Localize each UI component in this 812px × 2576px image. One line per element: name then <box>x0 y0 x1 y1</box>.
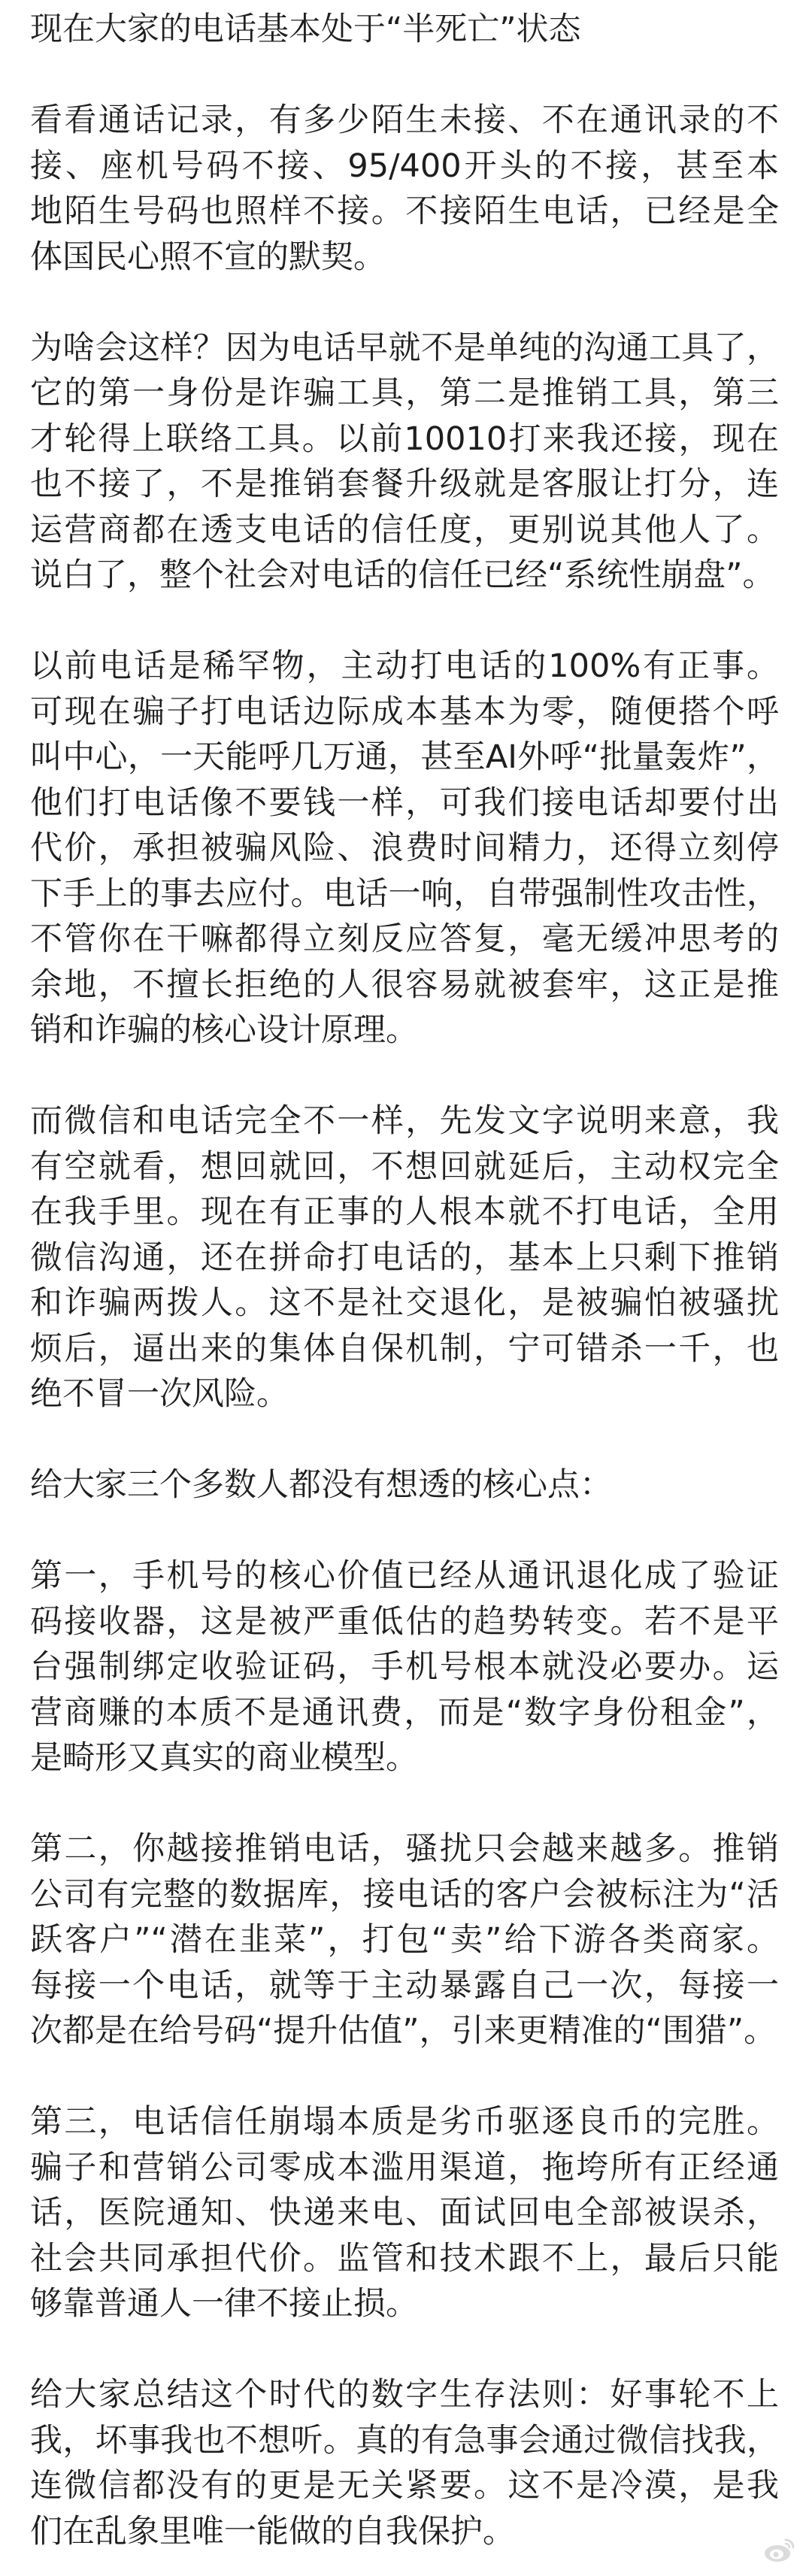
text-line: 看看通话记录，有多少陌生未接、不在通讯录的不 <box>30 102 779 139</box>
text-line: 营商赚的本质不是通讯费，而是“数字身份租金”， <box>30 1693 779 1732</box>
text-line: 给大家总结这个时代的数字生存法则：好事轮不上 <box>30 2376 779 2414</box>
text-line: 和诈骗两拨人。这不是社交退化，是被骗怕被骚扰 <box>30 1284 779 1322</box>
paragraph <box>30 2099 779 2327</box>
paragraph <box>30 1462 779 1508</box>
text-line: 码接收器，这是被严重低估的趋势转变。若不是平 <box>30 1602 779 1641</box>
paragraph <box>30 2372 779 2554</box>
weibo-watermark <box>762 2537 795 2564</box>
text-line: 够靠普通人一律不接止损。 <box>30 2285 418 2323</box>
text-line: 第二，你越接推销电话，骚扰只会越来越多。推销 <box>30 1830 779 1868</box>
paragraph <box>30 1826 779 2054</box>
text-line: 为啥会这样？因为电话早就不是单纯的沟通工具了， <box>30 329 779 367</box>
text-line: 才轮得上联络工具。以前10010打来我还接，现在 <box>30 420 779 458</box>
text-line: 地陌生号码也照样不接。不接陌生电话，已经是全 <box>30 192 779 230</box>
text-line: 而微信和电话完全不一样，先发文字说明来意，我 <box>30 1102 779 1140</box>
text-line: 绝不冒一次风险。 <box>30 1375 289 1413</box>
text-line: 骗子和营销公司零成本滥用渠道，拖垮所有正经通 <box>30 2148 779 2187</box>
article-body <box>30 98 779 2554</box>
text-line: 们在乱象里唯一能做的自我保护。 <box>30 2512 515 2550</box>
text-line: 在我手里。现在有正事的人根本就不打电话，全用 <box>30 1193 779 1231</box>
text-line: 微信沟通，还在拼命打电话的，基本上只剩下推销 <box>30 1238 779 1277</box>
text-line: 是畸形又真实的商业模型。 <box>30 1739 418 1777</box>
text-line: 下手上的事去应付。电话一响，自带强制性攻击性， <box>30 874 779 913</box>
text-line: 每接一个电话，就等于主动暴露自己一次，每接一 <box>30 1966 779 2005</box>
article-title: 现在大家的电话基本处于“半死亡”状态 <box>30 11 581 48</box>
text-line: 公司有完整的数据库，接电话的客户会被标注为“活 <box>30 1875 779 1914</box>
text-line: 说白了，整个社会对电话的信任已经“系统性崩盘”。 <box>30 556 775 594</box>
text-line: 以前电话是稀罕物，主动打电话的100%有正事。 <box>30 647 779 685</box>
text-line: 次都是在给号码“提升估值”，引来更精准的“围猎”。 <box>30 2012 777 2050</box>
text-line: 有空就看，想回就回，不想回就延后，主动权完全 <box>30 1147 779 1186</box>
text-line: 可现在骗子打电话边际成本基本为零，随便搭个呼 <box>30 692 779 731</box>
text-line: 第一，手机号的核心价值已经从通讯退化成了验证 <box>30 1557 779 1595</box>
text-line: 接、座机号码不接、95/400开头的不接，甚至本 <box>30 147 779 185</box>
text-line: 也不接了，不是推销套餐升级就是客服让打分，连 <box>30 465 779 503</box>
text-line: 烦后，逼出来的集体自保机制，宁可错杀一千，也 <box>30 1329 779 1368</box>
paragraph <box>30 326 779 599</box>
paragraph <box>30 644 779 1053</box>
text-line: 销和诈骗的核心设计原理。 <box>30 1011 418 1049</box>
text-line: 不管你在干嘛都得立刻反应答复，毫无缓冲思考的 <box>30 920 779 958</box>
text-line: 跃客户”“潜在韭菜”，打包“卖”给下游各类商家。 <box>30 1921 779 1959</box>
text-line: 连微信都没有的更是无关紧要。这不是冷漠，是我 <box>30 2467 779 2505</box>
text-line: 叫中心，一天能呼几万通，甚至AI外呼“批量轰炸”， <box>30 738 779 776</box>
text-line: 体国民心照不宣的默契。 <box>30 238 386 276</box>
text-line: 我，坏事我也不想听。真的有急事会通过微信找我， <box>30 2421 779 2459</box>
text-line: 余地，不擅长拒绝的人很容易就被套牢，这正是推 <box>30 965 779 1004</box>
weibo-logo-icon <box>762 2537 795 2564</box>
text-line: 话，医院通知、快递来电、面试回电全部被误杀， <box>30 2194 779 2232</box>
paragraph <box>30 1553 779 1781</box>
text-line: 给大家三个多数人都没有想透的核心点： <box>30 1466 612 1504</box>
text-line: 运营商都在透支电话的信任度，更别说其他人了。 <box>30 511 779 549</box>
text-line: 第三，电话信任崩塌本质是劣币驱逐良币的完胜。 <box>30 2103 779 2141</box>
text-line: 它的第一身份是诈骗工具，第二是推销工具，第三 <box>30 374 779 412</box>
paragraph <box>30 1099 779 1417</box>
paragraph <box>30 98 779 280</box>
text-line: 他们打电话像不要钱一样，可我们接电话却要付出 <box>30 783 779 822</box>
text-line: 社会共同承担代价。监管和技术跟不上，最后只能 <box>30 2239 779 2277</box>
text-line: 代价，承担被骗风险、浪费时间精力，还得立刻停 <box>30 829 779 867</box>
text-line: 台强制绑定收验证码，手机号根本就没必要办。运 <box>30 1648 779 1686</box>
